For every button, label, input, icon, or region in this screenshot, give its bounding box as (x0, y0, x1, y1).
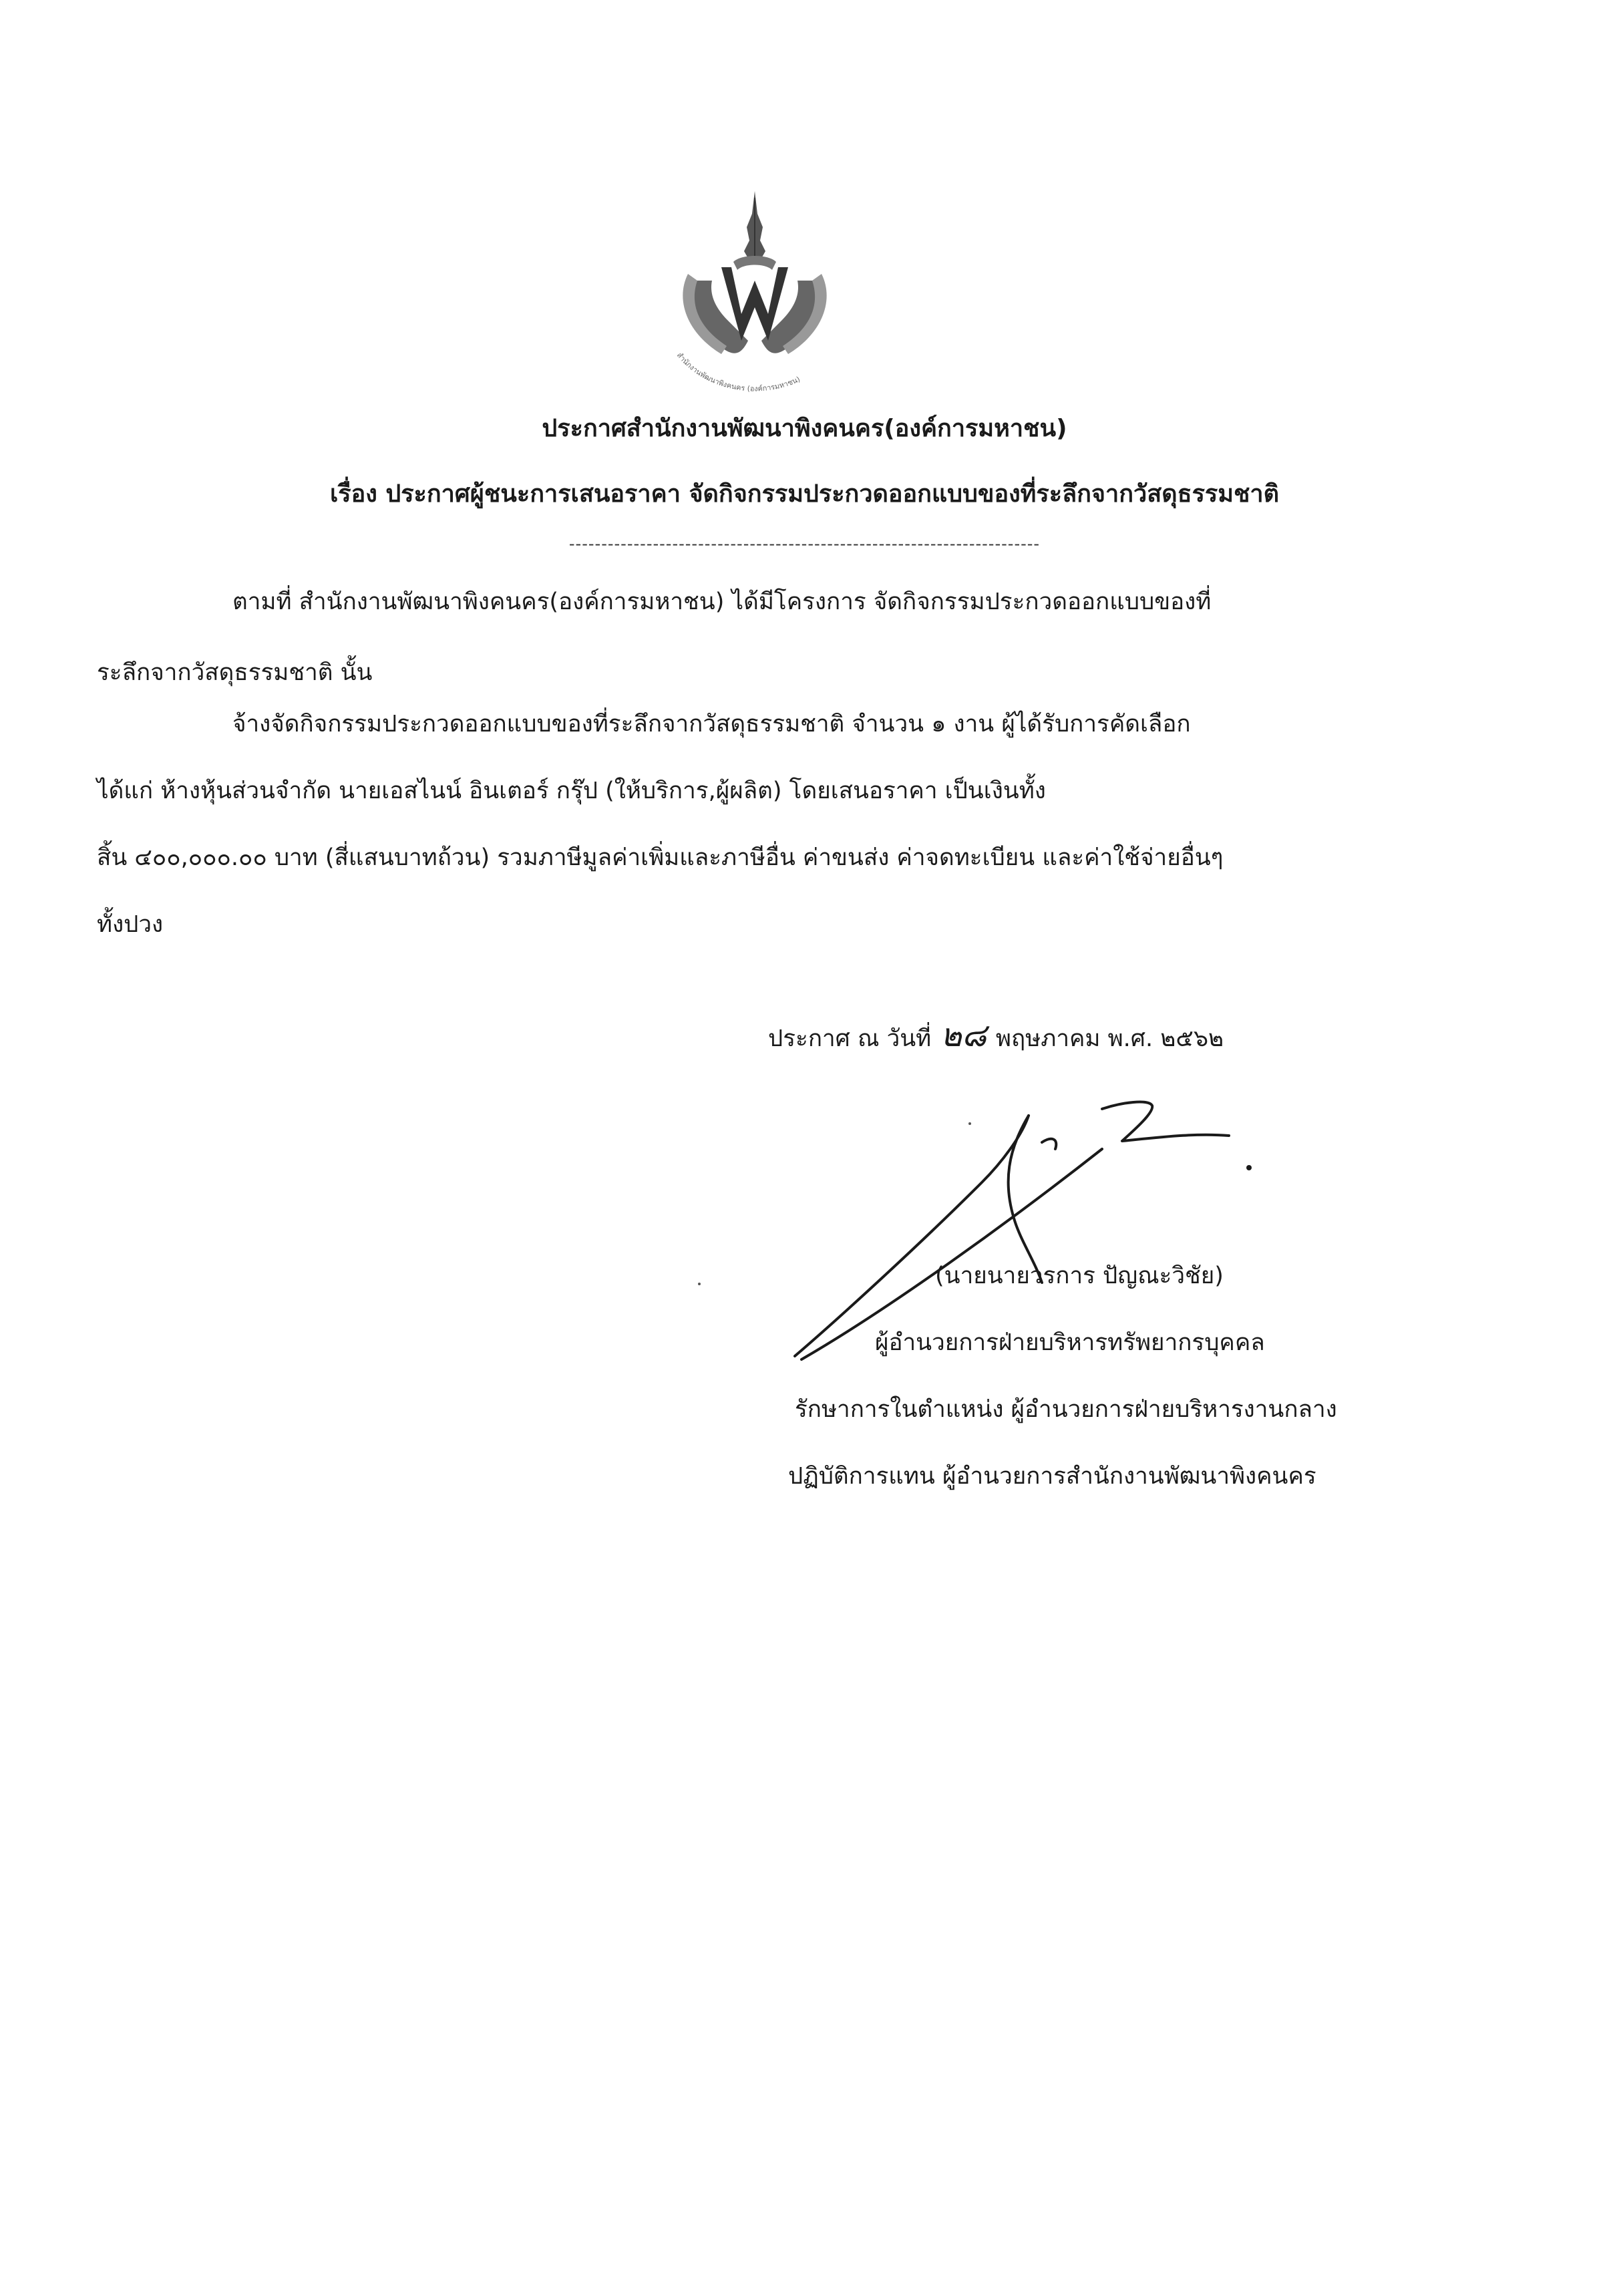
announcement-date (768, 1010, 1224, 1061)
announcement-title: ประกาศสำนักงานพัฒนาพิงคนคร(องค์การมหาชน) (542, 415, 1067, 442)
paragraph-2-line-4: ทั้งปวง (97, 911, 164, 938)
signatory-acting-position: รักษาการในตำแหน่ง ผู้อำนวยการฝ่ายบริหารงานกลาง (795, 1396, 1337, 1423)
paragraph-2-line-1: จ้างจัดกิจกรรมประกวดออกแบบของที่ระลึกจากวัสดุธรรมชาติ จำนวน ๑ งาน ผู้ได้รับการคัดเลือก (232, 711, 1191, 737)
signatory-name: (นายนายวรการ ปัญณะวิชัย) (935, 1263, 1224, 1289)
paragraph-2-line-2: ได้แก่ ห้างหุ้นส่วนจำกัด นายเอสไนน์ อินเตอร์ กรุ๊ป (ให้บริการ,ผู้ผลิต) โดยเสนอราคา เป็นเงินทั้ง (97, 778, 1046, 804)
scan-speck (698, 1283, 701, 1285)
organization-logo (648, 187, 862, 401)
paragraph-1-line-2: ระลึกจากวัสดุธรรมชาติ นั้น (97, 659, 373, 686)
date-day-handwritten: ๒๘ (940, 1017, 987, 1054)
paragraph-2-line-3: สิ้น ๔๐๐,๐๐๐.๐๐ บาท (สี่แสนบาทถ้วน) รวมภาษีมูลค่าเพิ่มและภาษีอื่น ค่าขนส่ง ค่าจดทะเบียน และค่าใช้จ่ายอื่นๆ (97, 844, 1224, 871)
divider-line: ------------------------------------------------------------------------- (568, 534, 1041, 553)
signatory-position: ผู้อำนวยการฝ่ายบริหารทรัพยากรบุคคล (875, 1329, 1265, 1356)
scan-speck (968, 1122, 971, 1125)
date-suffix: พฤษภาคม พ.ศ. ๒๕๖๒ (995, 1025, 1224, 1052)
svg-text:สำนักงานพัฒนาพิงคนคร (องค์การม: สำนักงานพัฒนาพิงคนคร (องค์การมหาชน) (675, 351, 801, 393)
date-prefix: ประกาศ ณ วันที่ (768, 1025, 932, 1052)
announcement-subject: เรื่อง ประกาศผู้ชนะการเสนอราคา จัดกิจกรรมประกวดออกแบบของที่ระลึกจากวัสดุธรรมชาติ (329, 480, 1280, 508)
signatory-on-behalf: ปฏิบัติการแทน ผู้อำนวยการสำนักงานพัฒนาพิงคนคร (788, 1463, 1316, 1490)
paragraph-1-line-1: ตามที่ สำนักงานพัฒนาพิงคนคร(องค์การมหาชน) ได้มีโครงการ จัดกิจกรรมประกวดออกแบบของที่ (232, 589, 1212, 615)
